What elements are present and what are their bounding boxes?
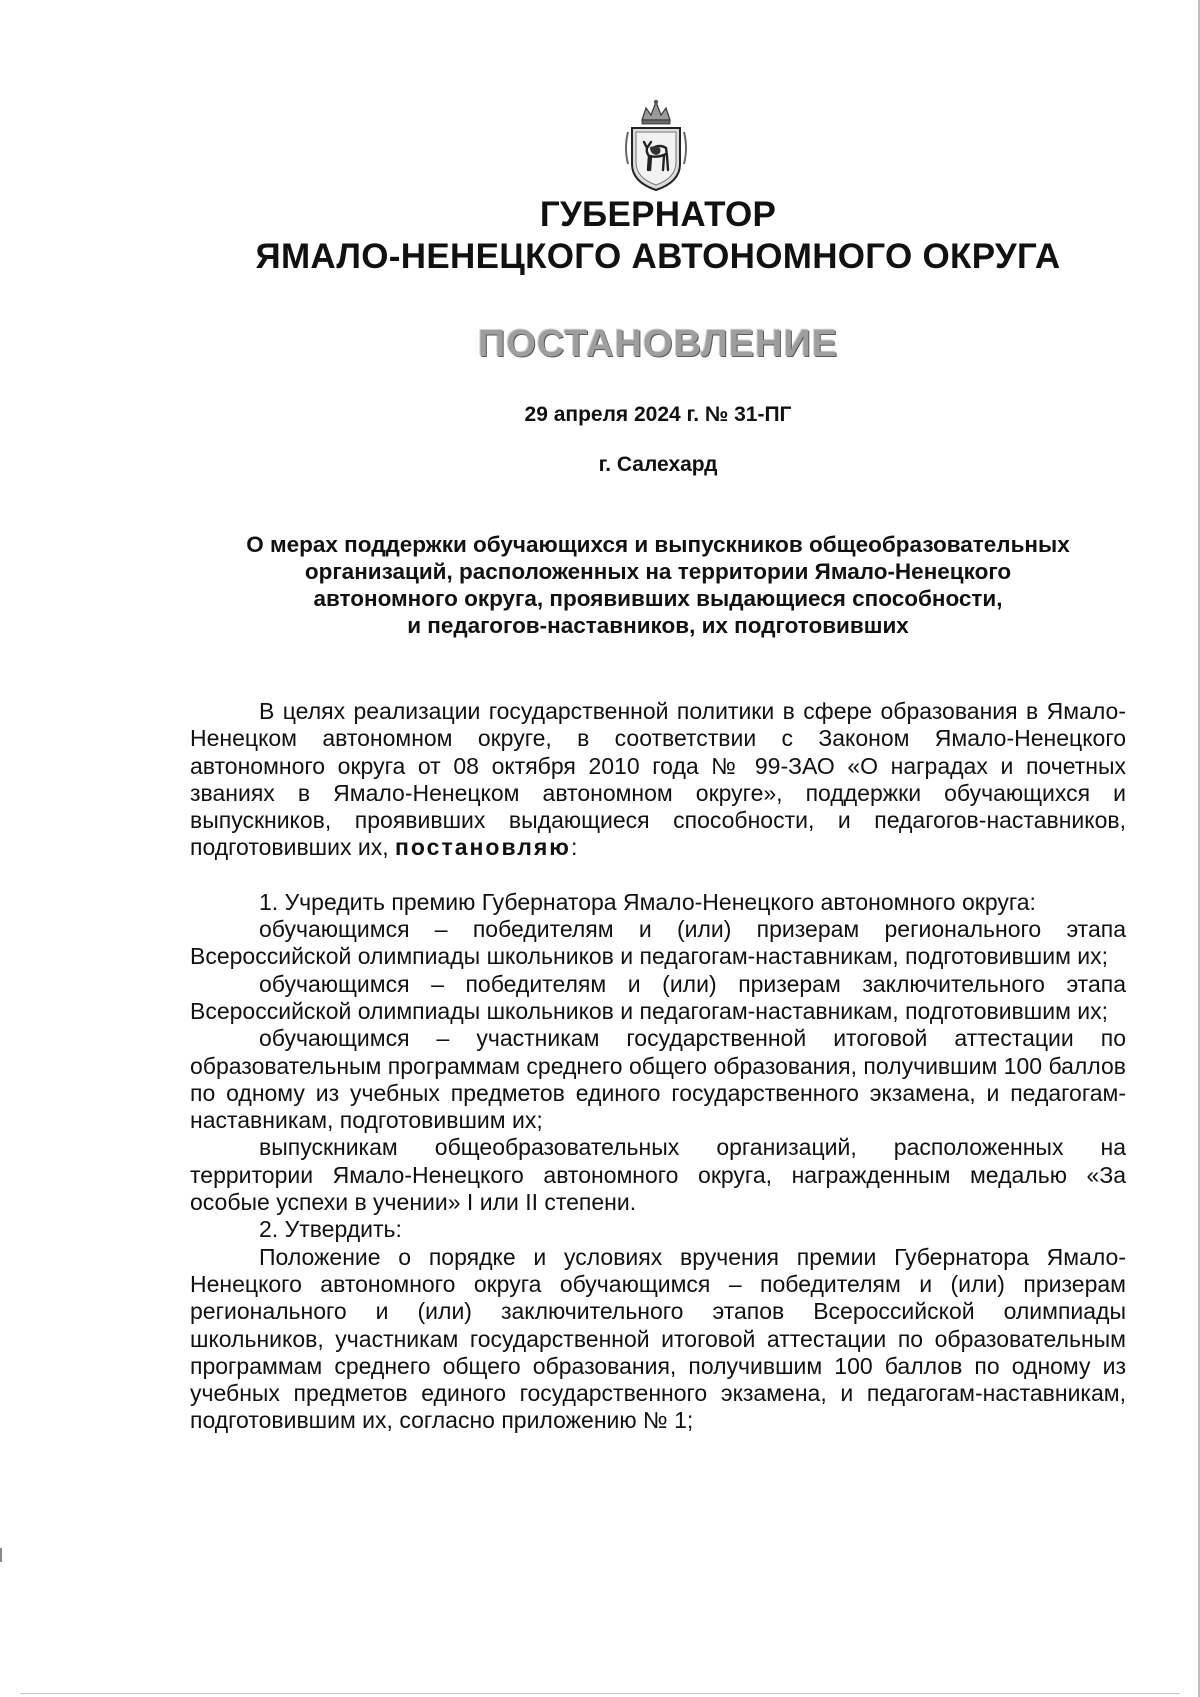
issue-city: г. Салехард (598, 453, 718, 476)
preamble-paragraph (190, 698, 1126, 862)
region-title: ЯМАЛО-НЕНЕЦКОГО АВТОНОМНОГО ОКРУГА (255, 237, 1061, 276)
preamble-colon: : (570, 834, 578, 861)
paragraph-item-2: 2. Утвердить: (259, 1216, 402, 1243)
subject-line: О мерах поддержки обучающихся и выпускников общеобразовательных (246, 532, 1070, 557)
subject-line: и педагогов-наставников, их подготовивших (407, 613, 909, 638)
document-type: ПОСТАНОВЛЕНИЕ (477, 323, 839, 365)
document-subject (190, 531, 1126, 639)
subject-line: автономного округа, проявивших выдающиеся способности, (313, 586, 1003, 611)
paragraph-regulation: Положение о порядке и условиях вручения премии Губернатора Ямало-Ненецкого автономного округа обучающимся – победителям и (или) призерам регионального и (или) заключительного этапов Всероссийской олимпиады школьников, участникам государственной итоговой аттестации по образовательным программам среднего общего образования, получившим 100 баллов по одному из учебных предметов единого государственного экзамена, и педагогам-наставникам, подготовившим их, согласно приложению № 1; (190, 1243, 1126, 1434)
paragraph-final-stage: обучающимся – победителям и (или) призерам заключительного этапа Всероссийской олимпиады школьников и педагогам-наставникам, подготовившим их; (190, 970, 1126, 1024)
coat-of-arms-icon (620, 98, 692, 194)
preamble-text: В целях реализации государственной политики в сфере образования в Ямало-Ненецком автономном округе, в соответствии с Законом Ямало-Ненецкого автономного округа от 08 октября 2010 года № 99-ЗАО «О наградах и почетных званиях в Ямало-Ненецком автономном округе», поддержки обучающихся и выпускников, проявивших выдающиеся способности, и педагогов-наставников, подготовивших их, (190, 698, 1126, 861)
page-bottom-line (20, 1693, 1180, 1694)
paragraph-item-1: 1. Учредить премию Губернатора Ямало-Ненецкого автономного округа: (259, 888, 1036, 915)
paragraph-medal: выпускникам общеобразовательных организаций, расположенных на территории Ямало-Ненецкого автономного округа, награжденным медалью «За особые успехи в учении» I или II степени. (190, 1134, 1126, 1216)
document-body (190, 698, 1126, 1435)
decree-word: постановляю (395, 834, 571, 861)
subject-line: организаций, расположенных на территории Ямало-Ненецкого (304, 559, 1012, 584)
date-and-number: 29 апреля 2024 г. № 31-ПГ (524, 403, 792, 426)
governor-title: ГУБЕРНАТОР (539, 195, 777, 234)
paragraph-ege-100: обучающимся – участникам государственной итоговой аттестации по образовательным программам среднего общего образования, получившим 100 баллов по одному из учебных предметов единого государственного экзамена, и педагогам-наставникам, подготовившим их; (190, 1025, 1126, 1134)
scan-mark (0, 1548, 2, 1562)
paragraph-regional-stage: обучающимся – победителям и (или) призерам регионального этапа Всероссийской олимпиады школьников и педагогам-наставникам, подготовившим их; (190, 916, 1126, 970)
